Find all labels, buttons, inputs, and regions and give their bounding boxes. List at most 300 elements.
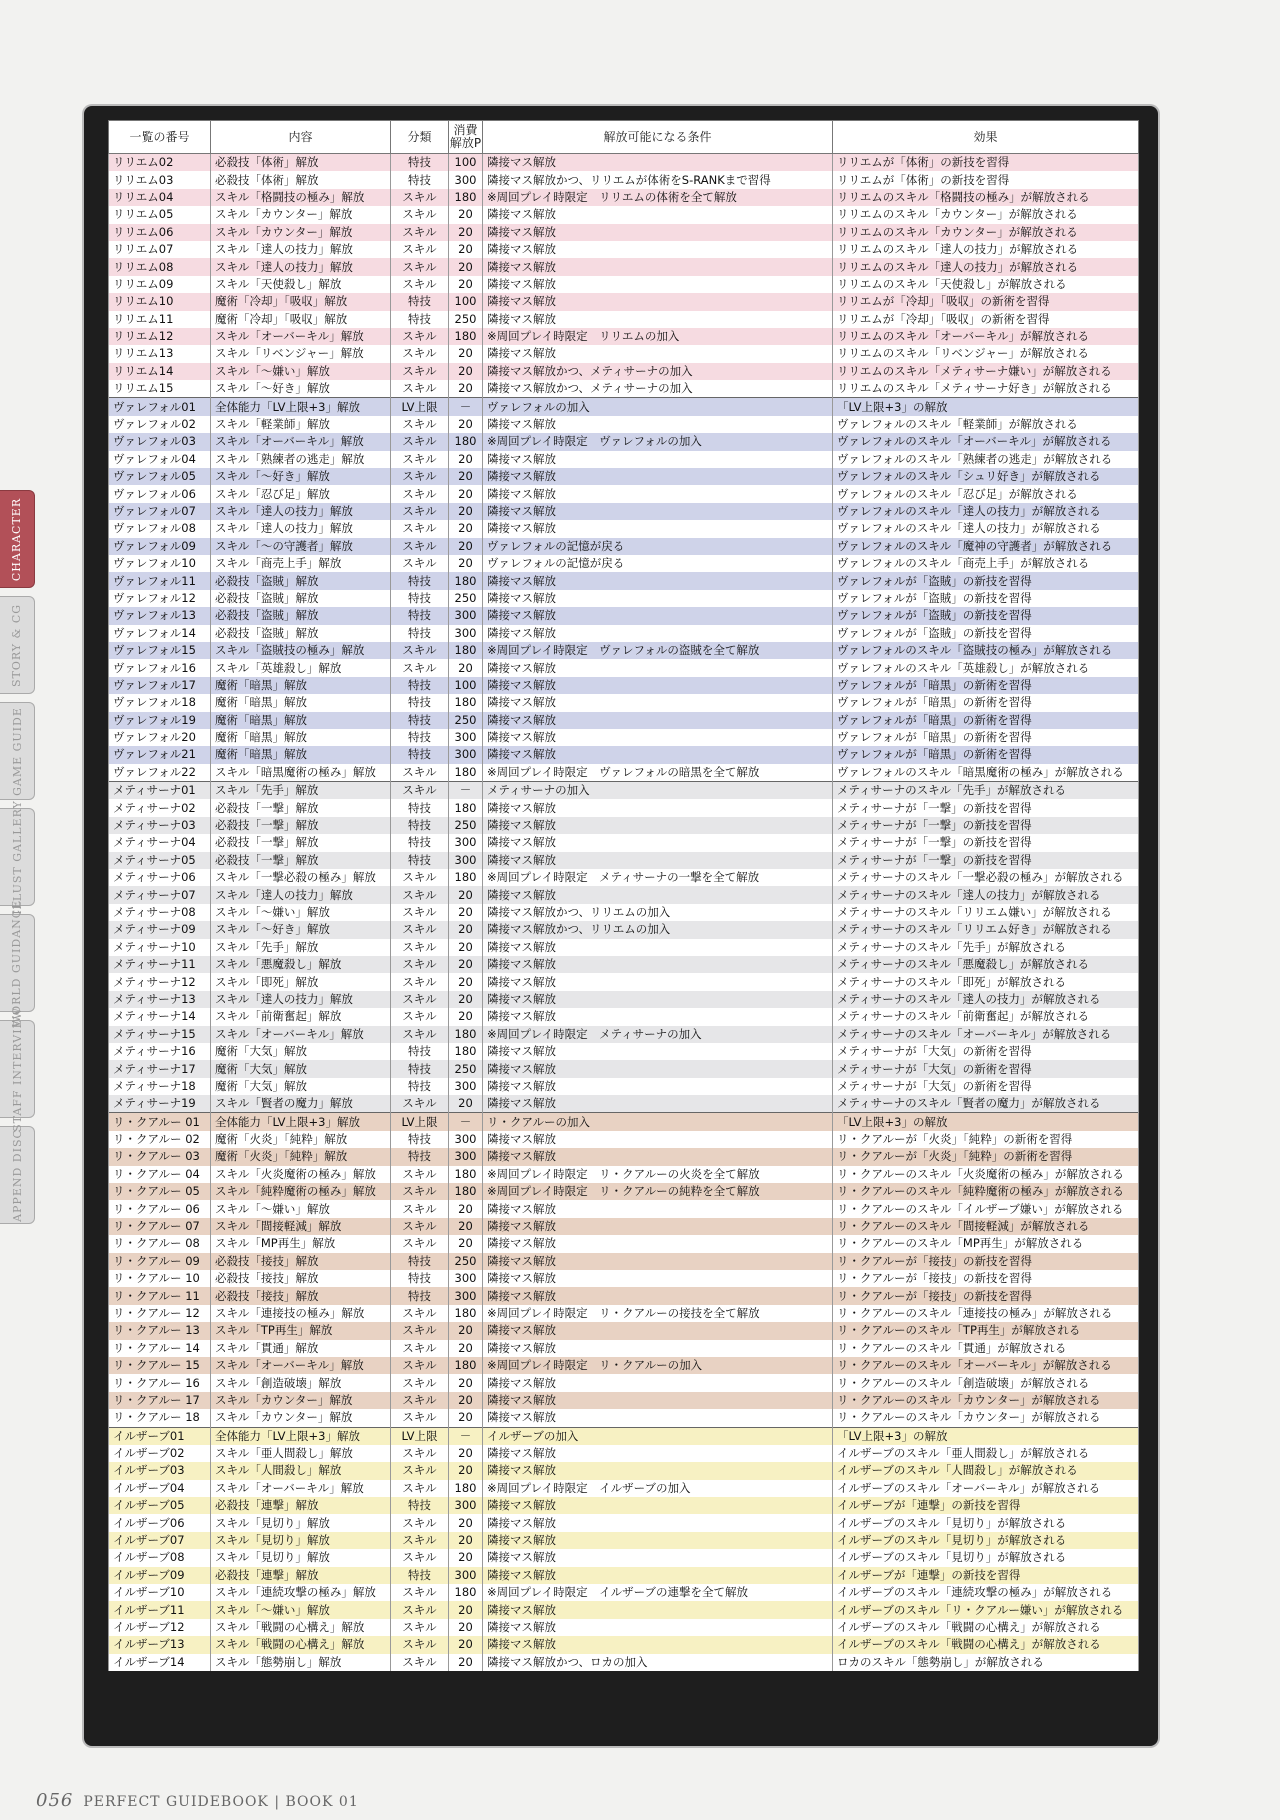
row-effect: ヴァレフォルのスキル「魔神の守護者」が解放される xyxy=(833,538,1139,555)
row-id: ヴァレフォル17 xyxy=(109,677,211,694)
table-row xyxy=(109,939,1139,956)
row-content: スキル「忍び足」解放 xyxy=(211,485,391,502)
side-tab-label: GAME GUIDE xyxy=(10,706,24,796)
row-content: スキル「創造破壊」解放 xyxy=(211,1374,391,1391)
row-id: リ・クアルー 05 xyxy=(109,1183,211,1200)
row-condition: ヴァレフォルの記憶が戻る xyxy=(483,555,833,572)
row-id: リリエム15 xyxy=(109,380,211,398)
row-cost: － xyxy=(449,782,483,800)
row-condition: 隣接マス解放 xyxy=(483,276,833,293)
row-category: スキル xyxy=(391,1200,449,1217)
row-cost: 250 xyxy=(449,1253,483,1270)
row-id: イルザーブ01 xyxy=(109,1427,211,1445)
table-row xyxy=(109,485,1139,502)
table-row xyxy=(109,764,1139,782)
row-effect: メティサーナが「一撃」の新技を習得 xyxy=(833,852,1139,869)
row-content: スキル「～好き」解放 xyxy=(211,380,391,398)
row-condition: 隣接マス解放 xyxy=(483,712,833,729)
row-id: ヴァレフォル12 xyxy=(109,590,211,607)
row-category: スキル xyxy=(391,485,449,502)
row-content: スキル「貫通」解放 xyxy=(211,1340,391,1357)
row-cost: 100 xyxy=(449,154,483,172)
row-condition: 隣接マス解放かつ、メティサーナの加入 xyxy=(483,380,833,398)
row-cost: 20 xyxy=(449,1374,483,1391)
row-condition: イルザーブの加入 xyxy=(483,1427,833,1445)
row-category: 特技 xyxy=(391,171,449,188)
row-category: スキル xyxy=(391,258,449,275)
row-cost: 20 xyxy=(449,555,483,572)
row-id: リリエム02 xyxy=(109,154,211,172)
row-cost: 300 xyxy=(449,1148,483,1165)
row-effect: メティサーナのスキル「一撃必殺の極み」が解放される xyxy=(833,869,1139,886)
row-cost: 250 xyxy=(449,712,483,729)
row-condition: ヴァレフォルの記憶が戻る xyxy=(483,538,833,555)
row-category: スキル xyxy=(391,1532,449,1549)
row-category: 特技 xyxy=(391,1078,449,1095)
side-tab-label: WORLD GUIDANCE xyxy=(10,899,24,1027)
row-cost: 20 xyxy=(449,1619,483,1636)
row-content: スキル「戦闘の心構え」解放 xyxy=(211,1619,391,1636)
row-id: イルザーブ08 xyxy=(109,1549,211,1566)
row-id: メティサーナ03 xyxy=(109,817,211,834)
row-effect: メティサーナが「一撃」の新技を習得 xyxy=(833,799,1139,816)
row-category: 特技 xyxy=(391,1567,449,1584)
table-row xyxy=(109,555,1139,572)
row-effect: リ・クアルーのスキル「間接軽減」が解放される xyxy=(833,1218,1139,1235)
row-condition: 隣接マス解放 xyxy=(483,1131,833,1148)
row-content: スキル「オーバーキル」解放 xyxy=(211,433,391,450)
row-id: ヴァレフォル13 xyxy=(109,607,211,624)
row-id: メティサーナ16 xyxy=(109,1043,211,1060)
table-row xyxy=(109,1549,1139,1566)
row-id: リ・クアルー 09 xyxy=(109,1253,211,1270)
table-row xyxy=(109,1148,1139,1165)
row-condition: 隣接マス解放 xyxy=(483,503,833,520)
row-condition: 隣接マス解放 xyxy=(483,154,833,172)
row-condition: 隣接マス解放 xyxy=(483,694,833,711)
row-content: 全体能力「LV上限+3」解放 xyxy=(211,1113,391,1131)
row-cost: 20 xyxy=(449,956,483,973)
row-condition: 隣接マス解放 xyxy=(483,729,833,746)
row-content: 必殺技「連撃」解放 xyxy=(211,1497,391,1514)
row-id: ヴァレフォル01 xyxy=(109,398,211,416)
side-tab[interactable] xyxy=(0,1126,35,1224)
row-effect: ヴァレフォルのスキル「シュリ好き」が解放される xyxy=(833,468,1139,485)
side-tabs xyxy=(0,490,40,1232)
row-condition: 隣接マス解放 xyxy=(483,1078,833,1095)
row-content: 必殺技「一撃」解放 xyxy=(211,852,391,869)
row-cost: 20 xyxy=(449,451,483,468)
row-condition: ※周回プレイ時限定 ヴァレフォルの暗黒を全て解放 xyxy=(483,764,833,782)
row-category: 特技 xyxy=(391,1253,449,1270)
table-row xyxy=(109,1427,1139,1445)
table-row xyxy=(109,904,1139,921)
row-effect: メティサーナが「大気」の新術を習得 xyxy=(833,1043,1139,1060)
row-condition: 隣接マス解放 xyxy=(483,1253,833,1270)
row-category: スキル xyxy=(391,904,449,921)
row-condition: 隣接マス解放 xyxy=(483,1043,833,1060)
row-effect: リ・クアルーのスキル「創造破壊」が解放される xyxy=(833,1374,1139,1391)
row-category: スキル xyxy=(391,782,449,800)
table-row xyxy=(109,520,1139,537)
row-id: メティサーナ14 xyxy=(109,1008,211,1025)
row-condition: 隣接マス解放 xyxy=(483,1462,833,1479)
side-tab[interactable] xyxy=(0,799,35,915)
row-condition: 隣接マス解放 xyxy=(483,956,833,973)
row-effect: メティサーナのスキル「先手」が解放される xyxy=(833,782,1139,800)
row-condition: 隣接マス解放 xyxy=(483,886,833,903)
row-condition: 隣接マス解放 xyxy=(483,1409,833,1427)
row-condition: 隣接マス解放 xyxy=(483,258,833,275)
row-id: メティサーナ10 xyxy=(109,939,211,956)
header-content: 内容 xyxy=(211,121,391,154)
row-category: スキル xyxy=(391,1166,449,1183)
row-content: スキル「前衛奮起」解放 xyxy=(211,1008,391,1025)
table-row xyxy=(109,363,1139,380)
row-id: メティサーナ19 xyxy=(109,1095,211,1113)
row-cost: 300 xyxy=(449,746,483,763)
row-id: リ・クアルー 16 xyxy=(109,1374,211,1391)
page-footer xyxy=(36,1790,359,1811)
row-id: ヴァレフォル08 xyxy=(109,520,211,537)
row-category: スキル xyxy=(391,276,449,293)
row-content: スキル「見切り」解放 xyxy=(211,1532,391,1549)
row-id: リ・クアルー 12 xyxy=(109,1305,211,1322)
row-cost: 20 xyxy=(449,258,483,275)
row-id: メティサーナ02 xyxy=(109,799,211,816)
row-effect: メティサーナのスキル「先手」が解放される xyxy=(833,939,1139,956)
side-tab[interactable] xyxy=(0,596,35,694)
row-content: スキル「～嫌い」解放 xyxy=(211,1200,391,1217)
table-row xyxy=(109,1619,1139,1636)
row-id: リ・クアルー 14 xyxy=(109,1340,211,1357)
table-row xyxy=(109,1497,1139,1514)
row-effect: リ・クアルーが「火炎」「純粋」の新術を習得 xyxy=(833,1131,1139,1148)
table-row xyxy=(109,1305,1139,1322)
row-effect: メティサーナのスキル「達人の技力」が解放される xyxy=(833,991,1139,1008)
row-content: スキル「人間殺し」解放 xyxy=(211,1462,391,1479)
side-tab[interactable] xyxy=(0,490,35,588)
row-content: スキル「～好き」解放 xyxy=(211,921,391,938)
row-cost: 20 xyxy=(449,1445,483,1462)
table-row xyxy=(109,1322,1139,1339)
table-row xyxy=(109,1340,1139,1357)
row-id: イルザーブ13 xyxy=(109,1636,211,1653)
row-condition: 隣接マス解放 xyxy=(483,1549,833,1566)
row-content: 魔術「大気」解放 xyxy=(211,1043,391,1060)
row-effect: イルザーブのスキル「見切り」が解放される xyxy=(833,1549,1139,1566)
row-category: スキル xyxy=(391,939,449,956)
row-content: 魔術「大気」解放 xyxy=(211,1060,391,1077)
row-content: スキル「軽業師」解放 xyxy=(211,416,391,433)
row-content: スキル「カウンター」解放 xyxy=(211,206,391,223)
row-effect: リリエムのスキル「メティサーナ嫌い」が解放される xyxy=(833,363,1139,380)
unlock-table xyxy=(108,120,1139,1671)
row-content: スキル「達人の技力」解放 xyxy=(211,886,391,903)
row-category: スキル xyxy=(391,503,449,520)
row-condition: 隣接マス解放 xyxy=(483,625,833,642)
row-cost: 20 xyxy=(449,659,483,676)
row-content: 全体能力「LV上限+3」解放 xyxy=(211,1427,391,1445)
row-id: メティサーナ09 xyxy=(109,921,211,938)
row-id: イルザーブ12 xyxy=(109,1619,211,1636)
row-id: リリエム04 xyxy=(109,189,211,206)
row-category: 特技 xyxy=(391,852,449,869)
row-condition: ※周回プレイ時限定 ヴァレフォルの加入 xyxy=(483,433,833,450)
row-effect: イルザーブのスキル「見切り」が解放される xyxy=(833,1532,1139,1549)
row-effect: イルザーブのスキル「リ・クアルー嫌い」が解放される xyxy=(833,1601,1139,1618)
side-tab[interactable] xyxy=(0,702,35,800)
table-row xyxy=(109,538,1139,555)
table-row xyxy=(109,1445,1139,1462)
header-category: 分類 xyxy=(391,121,449,154)
row-effect: イルザーブが「連撃」の新技を習得 xyxy=(833,1497,1139,1514)
row-content: スキル「英雄殺し」解放 xyxy=(211,659,391,676)
row-id: リ・クアルー 07 xyxy=(109,1218,211,1235)
row-id: リリエム08 xyxy=(109,258,211,275)
row-condition: 隣接マス解放 xyxy=(483,659,833,676)
row-id: メティサーナ17 xyxy=(109,1060,211,1077)
row-condition: 隣接マス解放 xyxy=(483,345,833,362)
table-row xyxy=(109,607,1139,624)
side-tab[interactable] xyxy=(0,1006,35,1132)
row-cost: 100 xyxy=(449,677,483,694)
table-row xyxy=(109,1043,1139,1060)
row-id: メティサーナ18 xyxy=(109,1078,211,1095)
row-effect: ヴァレフォルが「暗黒」の新術を習得 xyxy=(833,746,1139,763)
row-category: スキル xyxy=(391,1514,449,1531)
footer-title: PERFECT GUIDEBOOK | BOOK 01 xyxy=(83,1794,359,1810)
row-content: スキル「達人の技力」解放 xyxy=(211,241,391,258)
row-content: スキル「賢者の魔力」解放 xyxy=(211,1095,391,1113)
row-content: 必殺技「接技」解放 xyxy=(211,1253,391,1270)
row-cost: 100 xyxy=(449,293,483,310)
row-cost: 20 xyxy=(449,921,483,938)
row-effect: リリエムのスキル「メティサーナ好き」が解放される xyxy=(833,380,1139,398)
row-content: スキル「～好き」解放 xyxy=(211,468,391,485)
row-effect: ヴァレフォルのスキル「軽業師」が解放される xyxy=(833,416,1139,433)
row-category: スキル xyxy=(391,363,449,380)
row-condition: 隣接マス解放 xyxy=(483,311,833,328)
row-cost: 20 xyxy=(449,1514,483,1531)
row-category: スキル xyxy=(391,468,449,485)
row-cost: 20 xyxy=(449,1654,483,1671)
row-id: リリエム09 xyxy=(109,276,211,293)
row-content: 必殺技「一撃」解放 xyxy=(211,817,391,834)
row-cost: 180 xyxy=(449,1166,483,1183)
row-content: 必殺技「連撃」解放 xyxy=(211,1567,391,1584)
table-row xyxy=(109,1567,1139,1584)
row-effect: リ・クアルーのスキル「カウンター」が解放される xyxy=(833,1392,1139,1409)
row-category: スキル xyxy=(391,241,449,258)
row-condition: 隣接マス解放 xyxy=(483,1200,833,1217)
row-category: 特技 xyxy=(391,607,449,624)
row-id: リリエム05 xyxy=(109,206,211,223)
row-effect: ヴァレフォルが「暗黒」の新術を習得 xyxy=(833,712,1139,729)
row-effect: イルザーブのスキル「亜人間殺し」が解放される xyxy=(833,1445,1139,1462)
row-content: スキル「達人の技力」解放 xyxy=(211,991,391,1008)
row-content: 必殺技「体術」解放 xyxy=(211,171,391,188)
table-row xyxy=(109,1235,1139,1252)
row-category: スキル xyxy=(391,1374,449,1391)
row-id: イルザーブ04 xyxy=(109,1480,211,1497)
row-content: 魔術「冷却」「吸収」解放 xyxy=(211,311,391,328)
row-content: 必殺技「盗賊」解放 xyxy=(211,607,391,624)
row-cost: 180 xyxy=(449,764,483,782)
row-category: スキル xyxy=(391,416,449,433)
row-id: リ・クアルー 03 xyxy=(109,1148,211,1165)
row-id: イルザーブ06 xyxy=(109,1514,211,1531)
table-row xyxy=(109,154,1139,172)
table-row xyxy=(109,921,1139,938)
table-row xyxy=(109,886,1139,903)
row-id: リ・クアルー 01 xyxy=(109,1113,211,1131)
row-cost: 180 xyxy=(449,694,483,711)
row-id: ヴァレフォル21 xyxy=(109,746,211,763)
row-category: LV上限 xyxy=(391,1113,449,1131)
row-condition: 隣接マス解放 xyxy=(483,817,833,834)
row-content: 必殺技「盗賊」解放 xyxy=(211,590,391,607)
row-id: ヴァレフォル02 xyxy=(109,416,211,433)
row-cost: 20 xyxy=(449,1095,483,1113)
row-category: 特技 xyxy=(391,311,449,328)
row-category: スキル xyxy=(391,206,449,223)
row-content: 魔術「暗黒」解放 xyxy=(211,746,391,763)
row-cost: 180 xyxy=(449,1183,483,1200)
row-content: スキル「見切り」解放 xyxy=(211,1514,391,1531)
row-cost: 180 xyxy=(449,1026,483,1043)
row-condition: 隣接マス解放 xyxy=(483,991,833,1008)
side-tab[interactable] xyxy=(0,899,35,1027)
row-condition: 隣接マス解放 xyxy=(483,224,833,241)
row-effect: リ・クアルーのスキル「MP再生」が解放される xyxy=(833,1235,1139,1252)
row-content: 全体能力「LV上限+3」解放 xyxy=(211,398,391,416)
row-content: スキル「リベンジャー」解放 xyxy=(211,345,391,362)
row-id: メティサーナ01 xyxy=(109,782,211,800)
row-effect: ヴァレフォルが「暗黒」の新術を習得 xyxy=(833,677,1139,694)
table-row xyxy=(109,590,1139,607)
row-condition: ※周回プレイ時限定 リリエムの体術を全て解放 xyxy=(483,189,833,206)
row-category: 特技 xyxy=(391,572,449,589)
row-content: スキル「連接技の極み」解放 xyxy=(211,1305,391,1322)
row-condition: 隣接マス解放 xyxy=(483,590,833,607)
row-category: スキル xyxy=(391,1584,449,1601)
row-content: 必殺技「盗賊」解放 xyxy=(211,572,391,589)
row-content: スキル「天使殺し」解放 xyxy=(211,276,391,293)
row-condition: 隣接マス解放 xyxy=(483,1287,833,1304)
row-category: スキル xyxy=(391,1549,449,1566)
header-id: 一覧の番号 xyxy=(109,121,211,154)
row-cost: 180 xyxy=(449,869,483,886)
row-category: スキル xyxy=(391,520,449,537)
table-header xyxy=(109,121,1139,154)
table-row xyxy=(109,451,1139,468)
row-category: スキル xyxy=(391,328,449,345)
row-category: スキル xyxy=(391,642,449,659)
row-content: 魔術「冷却」「吸収」解放 xyxy=(211,293,391,310)
row-cost: 20 xyxy=(449,1462,483,1479)
row-content: スキル「オーバーキル」解放 xyxy=(211,1357,391,1374)
row-id: メティサーナ15 xyxy=(109,1026,211,1043)
row-cost: 250 xyxy=(449,311,483,328)
row-category: スキル xyxy=(391,555,449,572)
table-row xyxy=(109,416,1139,433)
row-effect: イルザーブのスキル「連続攻撃の極み」が解放される xyxy=(833,1584,1139,1601)
row-condition: 隣接マス解放 xyxy=(483,799,833,816)
row-condition: 隣接マス解放 xyxy=(483,834,833,851)
row-id: ヴァレフォル05 xyxy=(109,468,211,485)
row-effect: リリエムのスキル「オーバーキル」が解放される xyxy=(833,328,1139,345)
row-effect: メティサーナのスキル「オーバーキル」が解放される xyxy=(833,1026,1139,1043)
row-category: 特技 xyxy=(391,1131,449,1148)
row-cost: 180 xyxy=(449,1305,483,1322)
row-condition: ※周回プレイ時限定 メティサーナの加入 xyxy=(483,1026,833,1043)
header-cost xyxy=(449,121,483,154)
row-effect: リリエムのスキル「カウンター」が解放される xyxy=(833,224,1139,241)
row-condition: リ・クアルーの加入 xyxy=(483,1113,833,1131)
table-row xyxy=(109,224,1139,241)
table-row xyxy=(109,503,1139,520)
row-effect: ヴァレフォルのスキル「達人の技力」が解放される xyxy=(833,520,1139,537)
row-category: スキル xyxy=(391,224,449,241)
row-content: スキル「TP再生」解放 xyxy=(211,1322,391,1339)
row-id: ヴァレフォル10 xyxy=(109,555,211,572)
row-content: スキル「格闘技の極み」解放 xyxy=(211,189,391,206)
row-condition: ※周回プレイ時限定 ヴァレフォルの盗賊を全て解放 xyxy=(483,642,833,659)
row-category: スキル xyxy=(391,1235,449,1252)
row-category: スキル xyxy=(391,956,449,973)
row-cost: 20 xyxy=(449,939,483,956)
row-effect: メティサーナが「大気」の新術を習得 xyxy=(833,1060,1139,1077)
row-id: リリエム12 xyxy=(109,328,211,345)
row-condition: ※周回プレイ時限定 リリエムの加入 xyxy=(483,328,833,345)
row-effect: リリエムのスキル「カウンター」が解放される xyxy=(833,206,1139,223)
row-effect: メティサーナのスキル「リリエム好き」が解放される xyxy=(833,921,1139,938)
row-cost: 20 xyxy=(449,345,483,362)
row-effect: ヴァレフォルのスキル「盗賊技の極み」が解放される xyxy=(833,642,1139,659)
side-tab-label: STORY & CG xyxy=(10,603,24,687)
side-tab-label: CHARACTER xyxy=(10,497,24,581)
row-content: スキル「熟練者の逃走」解放 xyxy=(211,451,391,468)
row-condition: ヴァレフォルの加入 xyxy=(483,398,833,416)
table-row xyxy=(109,799,1139,816)
row-category: 特技 xyxy=(391,729,449,746)
header-cost-line1: 消費 xyxy=(453,123,478,137)
row-id: メティサーナ13 xyxy=(109,991,211,1008)
row-content: スキル「カウンター」解放 xyxy=(211,1409,391,1427)
row-condition: 隣接マス解放 xyxy=(483,1445,833,1462)
row-cost: 300 xyxy=(449,1287,483,1304)
row-cost: 250 xyxy=(449,817,483,834)
row-id: イルザーブ14 xyxy=(109,1654,211,1671)
row-category: スキル xyxy=(391,1480,449,1497)
row-id: メティサーナ05 xyxy=(109,852,211,869)
row-id: ヴァレフォル16 xyxy=(109,659,211,676)
side-tab-label: STAFF INTERVIEW xyxy=(10,1006,24,1132)
row-condition: 隣接マス解放 xyxy=(483,852,833,869)
row-content: スキル「見切り」解放 xyxy=(211,1549,391,1566)
table-row xyxy=(109,276,1139,293)
row-id: リリエム07 xyxy=(109,241,211,258)
row-condition: 隣接マス解放 xyxy=(483,1008,833,1025)
row-condition: ※周回プレイ時限定 イルザーブの連撃を全て解放 xyxy=(483,1584,833,1601)
row-effect: リリエムのスキル「天使殺し」が解放される xyxy=(833,276,1139,293)
table-row xyxy=(109,1166,1139,1183)
row-effect: ヴァレフォルが「盗賊」の新技を習得 xyxy=(833,572,1139,589)
row-content: 必殺技「接技」解放 xyxy=(211,1270,391,1287)
row-content: 必殺技「盗賊」解放 xyxy=(211,625,391,642)
row-effect: リリエムが「冷却」「吸収」の新術を習得 xyxy=(833,311,1139,328)
